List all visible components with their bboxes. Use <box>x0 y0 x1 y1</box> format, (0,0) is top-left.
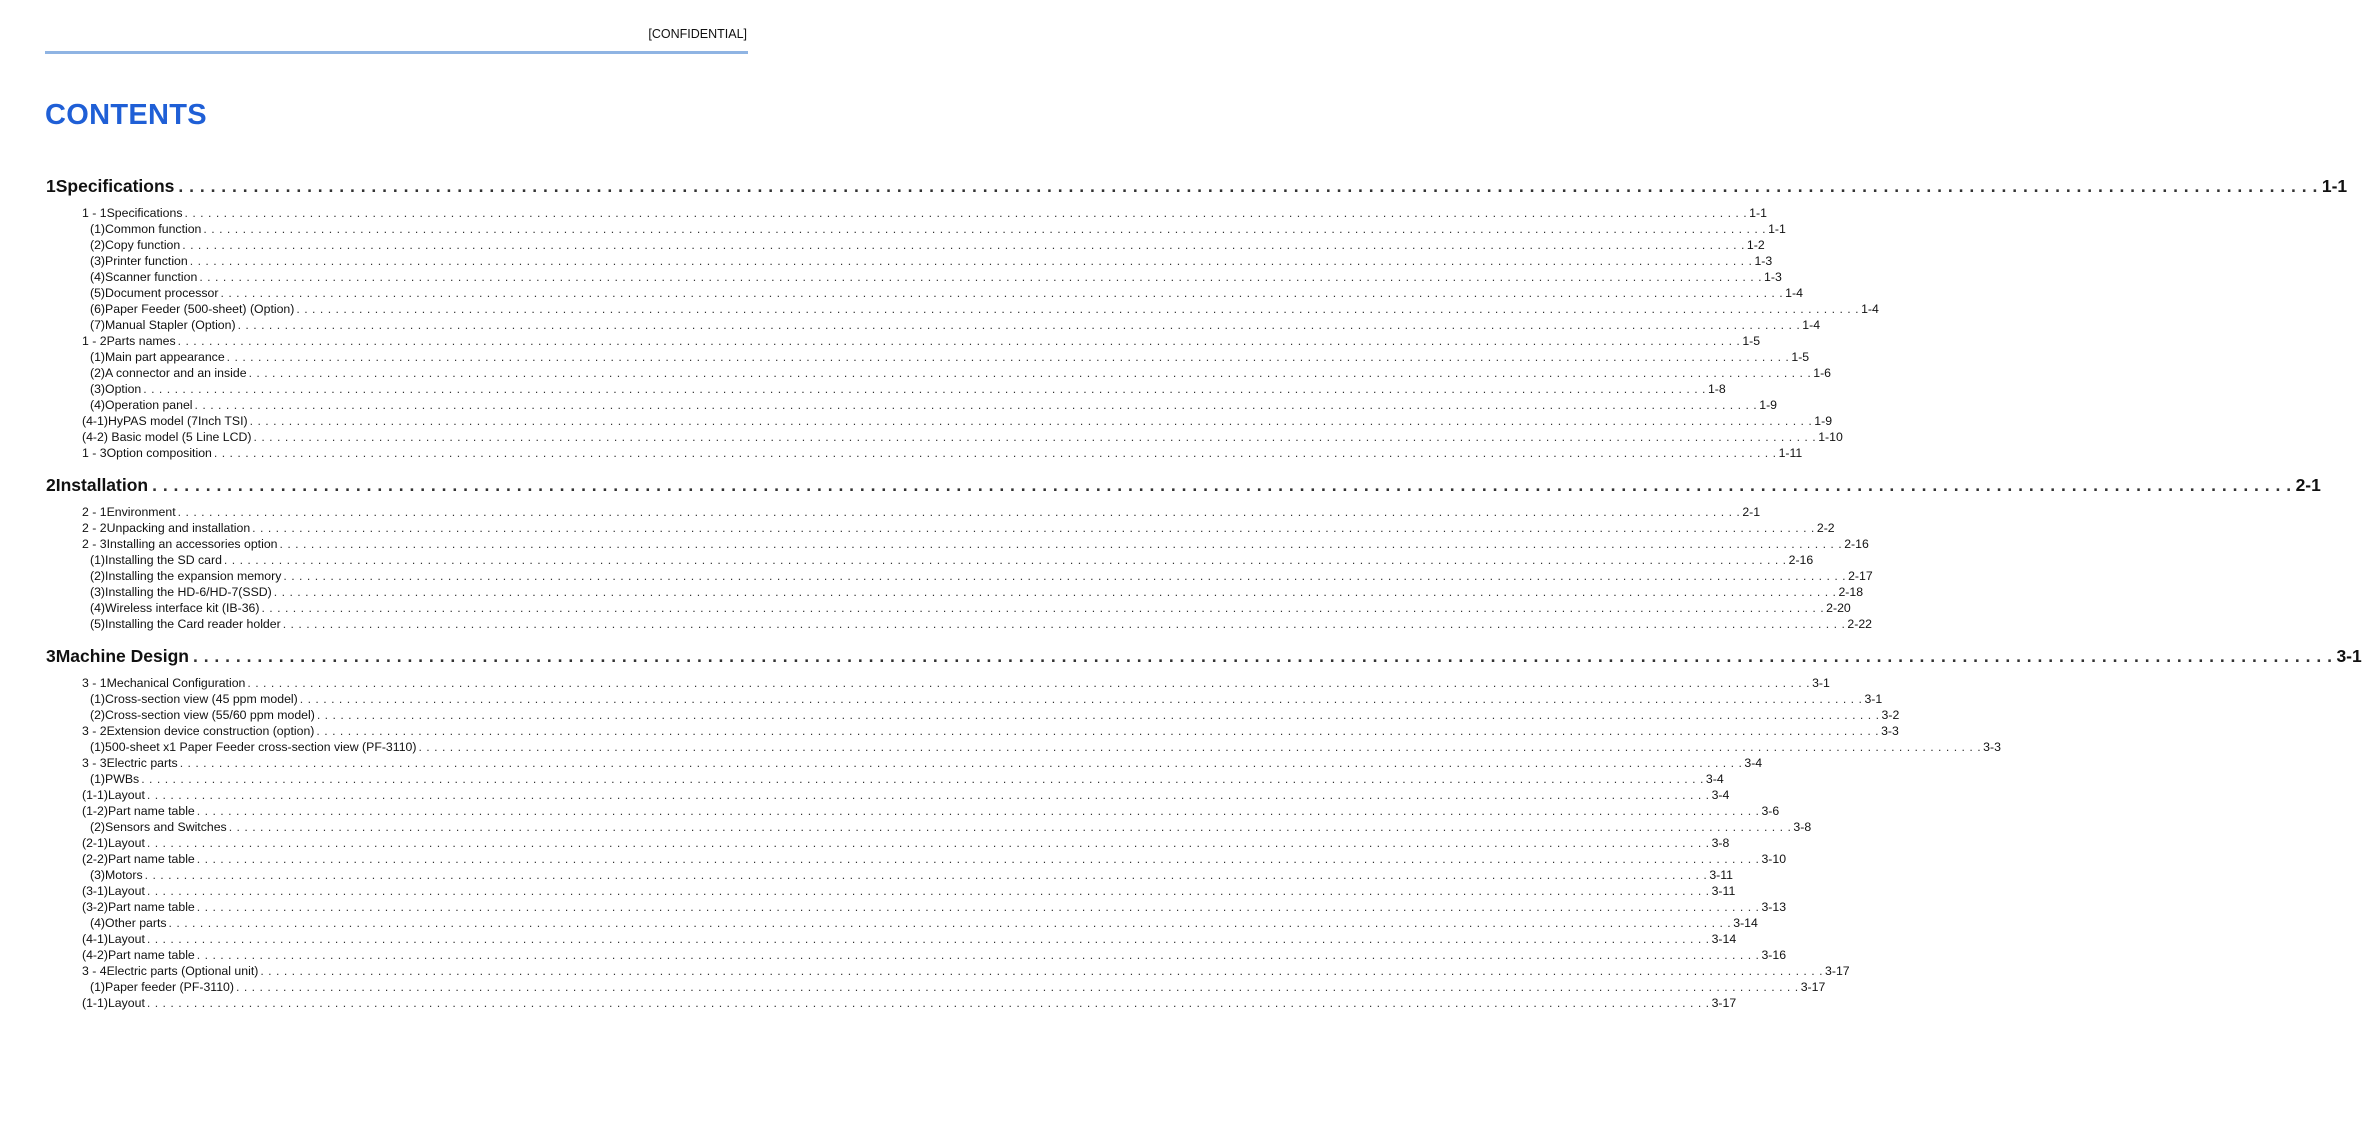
toc-entry[interactable] <box>45 932 1737 948</box>
chapter-title: Specifications <box>55 176 175 196</box>
entry-title: 500-sheet x1 Paper Feeder cross-section view (PF-3110) <box>105 740 417 754</box>
entry-page-number: 1-10 <box>1818 430 1843 444</box>
entry-title: (3-1)Layout <box>82 884 145 898</box>
dot-leader: . . . . . . . . . . . . . . . . . . . . . . . . . . . . . . . . . . . . . . . . . . . . . . . . . . . . . . . . . . . . . . . . . . . . . . . . . . . . . . . . . . . . . . . . . . . . . . . . . . . . . . . . . . . . . . . . . . . . . . . . . . . . . . . . . . . . . . . . . . . . . . . . . . . . . . . . . . . . . . . . . . . . . . . . . . . . . . . . . . . . . . . . . . . . . . . . . . . . . . . . <box>228 820 1792 834</box>
dot-leader: . . . . . . . . . . . . . . . . . . . . . . . . . . . . . . . . . . . . . . . . . . . . . . . . . . . . . . . . . . . . . . . . . . . . . . . . . . . . . . . . . . . . . . . . . . . . . . . . . . . . . . . . . . . . . . . . . . . . . . . . . . . . . . . . . . . . . . . . . . . . . . . . . . . . . . . . . . . . . . . . . . . . . . . . . . . . . . . . . . . . . . . . . . . . . . . . . . . . . . . . <box>177 334 1741 348</box>
entry-page-number: 3-1 <box>1864 692 1883 706</box>
entry-number: (1) <box>90 222 106 236</box>
entry-page-number: 2-2 <box>1816 521 1835 535</box>
entry-number: (6) <box>90 302 106 316</box>
dot-leader: . . . . . . . . . . . . . . . . . . . . . . . . . . . . . . . . . . . . . . . . . . . . . . . . . . . . . . . . . . . . . . . . . . . . . . . . . . . . . . . . . . . . . . . . . . . . . . . . . . . . . . . . . . . . . . . . . . . . . . . . . . . . . . . . . . . . . . . . . . . . . . . . . . . . . . . . . . . . . . . . . . . . . . . . . . . . . . . . . . . . . . . . . . . . . . . . . . . . . . . . <box>226 350 1790 364</box>
entry-title: (1-1)Layout <box>82 996 145 1010</box>
entry-title: (4-2)Part name table <box>82 948 195 962</box>
entry-number: (4) <box>90 398 106 412</box>
toc-entry[interactable] <box>45 334 1761 350</box>
entry-page-number: 3-11 <box>1711 884 1736 898</box>
toc-entry[interactable] <box>45 724 1899 740</box>
dot-leader: . . . . . . . . . . . . . . . . . . . . . . . . . . . . . . . . . . . . . . . . . . . . . . . . . . . . . . . . . . . . . . . . . . . . . . . . . . . . . . . . . . . . . . . . . . . . . . . . . . . . . . . . . . . . . . . . . . . . . . . . . . . . . . . . . . . . . . . . . . . . . . . . . . . . . . . . . . . . . . . . . . . . . . . . . . . . . . . . . . . . . . . . . . . . . . . . . . . . . . . . <box>249 414 1813 428</box>
entry-number: (2) <box>90 366 106 380</box>
toc-entry[interactable] <box>45 884 1736 900</box>
dot-leader: . . . . . . . . . . . . . . . . . . . . . . . . . . . . . . . . . . . . . . . . . . . . . . . . . . . . . . . . . . . . . . . . . . . . . . . . . . . . . . . . . . . . . . . . . . . . . . . . . . . . . . . . . . . . . . . . . . . . . . . . . . . . . . . . . . . . . . . . . . . . . . . . . . . . . . . . . . . . . . . . . . . . . . . . . . . . . . . . . . . . . . . . . . . . . . . . . . . . . . . . <box>316 708 1880 722</box>
entry-page-number: 1-1 <box>1768 222 1786 236</box>
entry-page-number: 1-5 <box>1791 350 1810 364</box>
dot-leader: . . . . . . . . . . . . . . . . . . . . . . . . . . . . . . . . . . . . . . . . . . . . . . . . . . . . . . . . . . . . . . . . . . . . . . . . . . . . . . . . . . . . . . . . . . . . . . . . . . . . . . . . . . . . . . . . . . . . . . . . . . . . . . . . . . . . . . . . . . . . . . . . . . . . . . . . . . . . . . . . . . . . . . . . . . . . . . . . . . . . . . . . . . . . . . . . . . . . . . . . <box>296 302 1860 316</box>
entry-title: Installing the expansion memory <box>105 569 282 583</box>
toc-entry[interactable] <box>45 537 1869 553</box>
dot-leader: . . . . . . . . . . . . . . . . . . . . . . . . . . . . . . . . . . . . . . . . . . . . . . . . . . . . . . . . . . . . . . . . . . . . . . . . . . . . . . . . . . . . . . . . . . . . . . . . . . . . . . . . . . . . . . . . . . . . . . . . . . . . . . . . . . . . . . . . . . . . . . . . . . . . . . . . . . . . . . . . . . . . . . . . . . . . . . . . . . . . . . . . . . . . . . . . . . . . . . . . <box>143 382 1706 396</box>
toc-entry[interactable] <box>45 585 1864 601</box>
dot-leader: . . . . . . . . . . . . . . . . . . . . . . . . . . . . . . . . . . . . . . . . . . . . . . . . . . . . . . . . . . . . . . . . . . . . . . . . . . . . . . . . . . . . . . . . . . . . . . . . . . . . . . . . . . . . . . . . . . . . . . . . . . . . . . . . . . . . . . . . . . . . . . . . . . . . . . . . . . . . . . . . . . . . . . . . . . . . . . . . . . . . . . . . . . . . . . . . . . . . . . . . <box>213 446 1777 460</box>
entry-page-number: 1-11 <box>1778 446 1803 460</box>
entry-number: 2 - 1 <box>82 505 107 519</box>
entry-title: Cross-section view (45 ppm model) <box>105 692 298 706</box>
dot-leader: . . . . . . . . . . . . . . . . . . . . . . . . . . . . . . . . . . . . . . . . . . . . . . . . . . . . . . . . . . . . . . . . . . . . . . . . . . . . . . . . . . . . . . . . . . . . . . . . . . . . . . . . . . . . . . . . . . . . . . . . . . . . . . . . . . . . . . . . . . . . . . . . . . . . . . . . . . . . . . . . . . . . . . . . . . . . . . . . . . . . . . . . . . . . . . . . . . . . . . . . <box>146 932 1710 946</box>
entry-page-number: 1-5 <box>1742 334 1761 348</box>
entry-page-number: 3-10 <box>1761 852 1787 866</box>
toc-entry[interactable] <box>45 398 1778 414</box>
dot-leader: . . . . . . . . . . . . . . . . . . . . . . . . . . . . . . . . . . . . . . . . . . . . . . . . . . . . . . . . . . . . . . . . . . . . . . . . . . . . . . . . . . . . . . . . . . . . . . . . . . . . . . . . . . . . . . . . . . . . . . . . . . . . . . . . . . . . . . . . . . . . . . . . . . . . . . . . . . . . . . . . . . . . . . . . . . . . . . . . . . . . . . . . . . . . . . . . . . . . . . . . <box>279 537 1843 551</box>
entry-number: 1 - 1 <box>82 206 107 220</box>
entry-page-number: 1-2 <box>1746 238 1765 252</box>
entry-title: Installing an accessories option <box>106 537 278 551</box>
dot-leader: . . . . . . . . . . . . . . . . . . . . . . . . . . . . . . . . . . . . . . . . . . . . . . . . . . . . . . . . . . . . . . . . . . . . . . . . . . . . . . . . . . . . . . . . . . . . . . . . . . . . . . . . . . . . . . . . . . . . . . . . . . . . . . . . . . . . . . . . . . . . . . . . . . . . . . . . . . . . . . . . . . . . . . . . . . . . . . . . . . . . . . . . . . . . . . . . . . . . . . . . <box>252 521 1815 535</box>
entry-title: Installing the SD card <box>105 553 222 567</box>
entry-page-number: 3-11 <box>1709 868 1734 882</box>
toc-entry[interactable] <box>45 617 1873 633</box>
toc-entry[interactable] <box>45 756 1763 772</box>
chapter-page-number: 3-1 <box>2336 646 2362 666</box>
toc-entry[interactable] <box>45 206 1767 222</box>
entry-number: (4) <box>90 270 106 284</box>
entry-page-number: 1-6 <box>1813 366 1832 380</box>
entry-number: (2) <box>90 569 106 583</box>
entry-title: Installing the Card reader holder <box>105 617 281 631</box>
entry-number: 3 - 3 <box>82 756 107 770</box>
entry-number: (5) <box>90 617 106 631</box>
entry-number: (2) <box>90 820 106 834</box>
toc-entry[interactable] <box>45 318 1821 334</box>
toc-entry[interactable] <box>45 302 1879 318</box>
toc-entry[interactable] <box>45 676 1830 692</box>
chapter-heading[interactable] <box>45 646 2362 676</box>
chapter-page-number: 1-1 <box>2321 176 2348 196</box>
entry-title: (3-2)Part name table <box>82 900 195 914</box>
dot-leader: . . . . . . . . . . . . . . . . . . . . . . . . . . . . . . . . . . . . . . . . . . . . . . . . . . . . . . . . . . . . . . . . . . . . . . . . . . . . . . . . . . . . . . . . . . . . . . . . . . . . . . . . . . . . . . . . . . . . . . . . . . . . . . . . . . . . . . . . . . . . . . . . . . . . . . . . . . . . . . . . . . . . . . . . . . . . . . . . . . . . . . . . . . . . . . . . . . . . . . . . <box>247 676 1811 690</box>
entry-title: (4-2) Basic model (5 Line LCD) <box>82 430 252 444</box>
toc-entry[interactable] <box>45 964 1850 980</box>
toc-entry[interactable] <box>45 692 1883 708</box>
toc-entry[interactable] <box>45 414 1833 430</box>
entry-title: Mechanical Configuration <box>106 676 246 690</box>
entry-title: Cross-section view (55/60 ppm model) <box>105 708 315 722</box>
entry-title: Paper feeder (PF-3110) <box>105 980 234 994</box>
dot-leader: . . . . . . . . . . . . . . . . . . . . . . . . . . . . . . . . . . . . . . . . . . . . . . . . . . . . . . . . . . . . . . . . . . . . . . . . . . . . . . . . . . . . . . . . . . . . . . . . . . . . . . . . . . . . . . . . . . . . . . . . . . . . . . . . . . . . . . . . . . . . . . . . . . . . . . . . . . . . . . . . . . . . . . . . . . . . . . . . . . . . . . . . . . . . . . . . . . . . . . . . <box>189 254 1753 268</box>
entry-page-number: 1-4 <box>1785 286 1803 300</box>
entry-page-number: 3-6 <box>1761 804 1780 818</box>
dot-leader: . . . . . . . . . . . . . . . . . . . . . . . . . . . . . . . . . . . . . . . . . . . . . . . . . . . . . . . . . . . . . . . . . . . . . . . . . . . . . . . . . . . . . . . . . . . . . . . . . . . . . . . . . . . . . . . . . . . . . . . . . . . . . . . . . . . . . . . . . . . . . . . . . . . . . . . . . . . . . . . . . . . . . . . . . . . . . . . . . . . . . . . . . . . . . . . . . . . . . . . . <box>141 772 1704 786</box>
toc-entry[interactable] <box>45 996 1737 1012</box>
dot-leader: . . . . . . . . . . . . . . . . . . . . . . . . . . . . . . . . . . . . . . . . . . . . . . . . . . . . . . . . . . . . . . . . . . . . . . . . . . . . . . . . . . . . . . . . . . . . . . . . . . . . . . . . . . . . . . . . . . . . . . . . . . . . . . . . . . . . . . . . . . . . . . . . . . . . . . . . . . . . . . . . . . . . . . . . . . . . . . . . . . . . . . . . . . . . . . . . . . . . . . . . <box>196 852 1760 866</box>
entry-page-number: 3-14 <box>1733 916 1758 930</box>
entry-title: Printer function <box>105 254 188 268</box>
entry-page-number: 2-17 <box>1848 569 1873 583</box>
entry-title: Environment <box>106 505 176 519</box>
toc-entry[interactable] <box>45 601 1851 617</box>
entry-page-number: 1-3 <box>1764 270 1782 284</box>
entry-page-number: 3-17 <box>1825 964 1850 978</box>
dot-leader: . . . . . . . . . . . . . . . . . . . . . . . . . . . . . . . . . . . . . . . . . . . . . . . . . . . . . . . . . . . . . . . . . . . . . . . . . . . . . . . . . . . . . . . . . . . . . . . . . . . . . . . . . . . . . . . . . . . . . . . . . . . . . . . . . . . . . . . . . . . . . . . . . . . . . . . . . . . . . . . . . . . . . . . . . . . . . . . . . . . . . . . . . . . . . . . . . . . . . . . . <box>146 788 1710 802</box>
dot-leader: . . . . . . . . . . . . . . . . . . . . . . . . . . . . . . . . . . . . . . . . . . . . . . . . . . . . . . . . . . . . . . . . . . . . . . . . . . . . . . . . . . . . . . . . . . . . . . . . . . . . . . . . . . . . . . . . . . . . . . . . . . . . . . . . . . . . . . . . . . . . . . . . . . . . . . . . . . . . . . . . . . . . . . . . . . . . . . . . . . . . . . . . . . . . . . . . . . . . . . . . <box>299 692 1863 706</box>
dot-leader: . . . . . . . . . . . . . . . . . . . . . . . . . . . . . . . . . . . . . . . . . . . . . . . . . . . . . . . . . . . . . . . . . . . . . . . . . . . . . . . . . . . . . . . . . . . . . . . . . . . . . . . . . . . . . . . . . . . . . . . . . . . . . . . . . . . . . . . . . . . . . . . . . . . . . . . . . . . . . . . . . . . . . . . . . . . . . . . . . . . . . . . . . . . . . . . . . . . . . . . . <box>236 980 1799 994</box>
dot-leader: . . . . . . . . . . . . . . . . . . . . . . . . . . . . . . . . . . . . . . . . . . . . . . . . . . . . . . . . . . . . . . . . . . . . . . . . . . . . . . . . . . . . . . . . . . . . . . . . . . . . . . . . . . . . . . . . . . . . . . . . . . . . . . . . . . . . . . . . . . . . . . . . . . . . . . . . . . . . . . . . . . . . . . . . . . . . . . . . . . . . . . . . . . . . . . . . . . . . . . . . <box>168 916 1732 930</box>
entry-number: 3 - 1 <box>82 676 107 690</box>
toc-entry[interactable] <box>45 446 1803 462</box>
dot-leader: . . . . . . . . . . . . . . . . . . . . . . . . . . . . . . . . . . . . . . . . . . . . . . . . . . . . . . . . . . . . . . . . . . . . . . . . . . . . . . . . . . . . . . . . . . . . . . . . . . . . . . . . . . . . . . . . . . . . . . . . . . . . . . . . . . . . . . . . . . . . . . . . . . . . . . . . . . . . . . . . . . . . . . . . . . . . . . . . . . . . . . . . . . . . . . . . . . . . . . . . <box>178 176 2318 196</box>
dot-leader: . . . . . . . . . . . . . . . . . . . . . . . . . . . . . . . . . . . . . . . . . . . . . . . . . . . . . . . . . . . . . . . . . . . . . . . . . . . . . . . . . . . . . . . . . . . . . . . . . . . . . . . . . . . . . . . . . . . . . . . . . . . . . . . . . . . . . . . . . . . . . . . . . . . . . . . . . . . . . . . . . . . . . . . . . . . . . . . . . . . . . . . . . . . . . . . . . . . . . . . . <box>146 836 1710 850</box>
toc-entry[interactable] <box>45 350 1810 366</box>
entry-title: Specifications <box>106 206 183 220</box>
entry-page-number: 2-18 <box>1838 585 1864 599</box>
entry-page-number: 3-4 <box>1744 756 1763 770</box>
toc-entry[interactable] <box>45 270 1782 286</box>
entry-title: (2-1)Layout <box>82 836 145 850</box>
entry-title: Electric parts (Optional unit) <box>106 964 259 978</box>
entry-number: 3 - 2 <box>82 724 107 738</box>
chapter-section <box>45 475 2321 633</box>
dot-leader: . . . . . . . . . . . . . . . . . . . . . . . . . . . . . . . . . . . . . . . . . . . . . . . . . . . . . . . . . . . . . . . . . . . . . . . . . . . . . . . . . . . . . . . . . . . . . . . . . . . . . . . . . . . . . . . . . . . . . . . . . . . . . . . . . . . . . . . . . . . . . . . . . . . . . . . . . . . . . . . . . . . . . . . . . . . . . . . . . . . . . . . . . . . . . . . . . . . . . . . . <box>283 569 1847 583</box>
entry-number: 1 - 3 <box>82 446 107 460</box>
page-title: CONTENTS <box>45 99 207 131</box>
entry-page-number: 1-9 <box>1814 414 1833 428</box>
dot-leader: . . . . . . . . . . . . . . . . . . . . . . . . . . . . . . . . . . . . . . . . . . . . . . . . . . . . . . . . . . . . . . . . . . . . . . . . . . . . . . . . . . . . . . . . . . . . . . . . . . . . . . . . . . . . . . . . . . . . . . . . . . . . . . . . . . . . . . . . . . . . . . . . . . . . . . . . . . . . . . . . . . . . . . . . . . . . . . . . . . . . . . . . . . . . . . . . . . . . . . . . <box>177 505 1741 519</box>
dot-leader: . . . . . . . . . . . . . . . . . . . . . . . . . . . . . . . . . . . . . . . . . . . . . . . . . . . . . . . . . . . . . . . . . . . . . . . . . . . . . . . . . . . . . . . . . . . . . . . . . . . . . . . . . . . . . . . . . . . . . . . . . . . . . . . . . . . . . . . . . . . . . . . . . . . . . . . . . . . . . . . . . . . . . . . . . . . . . . . . . . . . . . . . . . . . . . . . . . . . . . . . <box>282 617 1846 631</box>
entry-title: Option <box>105 382 142 396</box>
entry-page-number: 2-22 <box>1847 617 1873 631</box>
entry-title: Main part appearance <box>105 350 225 364</box>
entry-number: (1) <box>90 980 106 994</box>
dot-leader: . . . . . . . . . . . . . . . . . . . . . . . . . . . . . . . . . . . . . . . . . . . . . . . . . . . . . . . . . . . . . . . . . . . . . . . . . . . . . . . . . . . . . . . . . . . . . . . . . . . . . . . . . . . . . . . . . . . . . . . . . . . . . . . . . . . . . . . . . . . . . . . . . . . . . . . . . . . . . . . . . . . . . . . . . . . . . . . . . . . . . . . . . . . . . . . . . . . . . . . . <box>199 270 1763 284</box>
entry-page-number: 3-17 <box>1800 980 1826 994</box>
entry-number: (5) <box>90 286 106 300</box>
entry-page-number: 3-8 <box>1711 836 1730 850</box>
toc-entry[interactable] <box>45 553 1814 569</box>
dot-leader: . . . . . . . . . . . . . . . . . . . . . . . . . . . . . . . . . . . . . . . . . . . . . . . . . . . . . . . . . . . . . . . . . . . . . . . . . . . . . . . . . . . . . . . . . . . . . . . . . . . . . . . . . . . . . . . . . . . . . . . . . . . . . . . . . . . . . . . . . . . . . . . . . . . . . . . . . . . . . . . . . . . . . . . . . . . . . . . . . . . . . . . . . . . . . . . . . . . . . . . . <box>196 948 1760 962</box>
entry-title: Sensors and Switches <box>105 820 227 834</box>
toc-entry[interactable] <box>45 222 1786 238</box>
dot-leader: . . . . . . . . . . . . . . . . . . . . . . . . . . . . . . . . . . . . . . . . . . . . . . . . . . . . . . . . . . . . . . . . . . . . . . . . . . . . . . . . . . . . . . . . . . . . . . . . . . . . . . . . . . . . . . . . . . . . . . . . . . . . . . . . . . . . . . . . . . . . . . . . . . . . . . . . . . . . . . . . . . . . . . . . . . . . . . . . . . . . . . . . . . . . . . . . . . . . . . . . <box>418 740 1982 754</box>
dot-leader: . . . . . . . . . . . . . . . . . . . . . . . . . . . . . . . . . . . . . . . . . . . . . . . . . . . . . . . . . . . . . . . . . . . . . . . . . . . . . . . . . . . . . . . . . . . . . . . . . . . . . . . . . . . . . . . . . . . . . . . . . . . . . . . . . . . . . . . . . . . . . . . . . . . . . . . . . . . . . . . . . . . . . . . . . . . . . . . . . . . . . . . . . . . . . . . . . . . . . . . . <box>253 430 1817 444</box>
chapter-page-number: 2-1 <box>2295 475 2321 495</box>
entry-page-number: 3-4 <box>1711 788 1730 802</box>
dot-leader: . . . . . . . . . . . . . . . . . . . . . . . . . . . . . . . . . . . . . . . . . . . . . . . . . . . . . . . . . . . . . . . . . . . . . . . . . . . . . . . . . . . . . . . . . . . . . . . . . . . . . . . . . . . . . . . . . . . . . . . . . . . . . . . . . . . . . . . . . . . . . . . . . . . . . . . . . . . . . . . . . . . . . . . . . . . . . . . . . . . . . . . . . . . . . . . . . . . . . . . . <box>223 553 1787 567</box>
dot-leader: . . . . . . . . . . . . . . . . . . . . . . . . . . . . . . . . . . . . . . . . . . . . . . . . . . . . . . . . . . . . . . . . . . . . . . . . . . . . . . . . . . . . . . . . . . . . . . . . . . . . . . . . . . . . . . . . . . . . . . . . . . . . . . . . . . . . . . . . . . . . . . . . . . . . . . . . . . . . . . . . . . . . . . . . . . . . . . . . . . . . . . . . . . . . . . . . . . . . . . . . <box>220 286 1784 300</box>
entry-page-number: 1-1 <box>1749 206 1767 220</box>
entry-title: Parts names <box>106 334 176 348</box>
entry-title: Option composition <box>106 446 212 460</box>
entry-number: (1) <box>90 350 106 364</box>
entry-page-number: 3-13 <box>1761 900 1787 914</box>
dot-leader: . . . . . . . . . . . . . . . . . . . . . . . . . . . . . . . . . . . . . . . . . . . . . . . . . . . . . . . . . . . . . . . . . . . . . . . . . . . . . . . . . . . . . . . . . . . . . . . . . . . . . . . . . . . . . . . . . . . . . . . . . . . . . . . . . . . . . . . . . . . . . . . . . . . . . . . . . . . . . . . . . . . . . . . . . . . . . . . . . . . . . . . . . . . . . . . . . . . . . . . . <box>182 238 1745 252</box>
toc-entry[interactable] <box>45 286 1803 302</box>
dot-leader: . . . . . . . . . . . . . . . . . . . . . . . . . . . . . . . . . . . . . . . . . . . . . . . . . . . . . . . . . . . . . . . . . . . . . . . . . . . . . . . . . . . . . . . . . . . . . . . . . . . . . . . . . . . . . . . . . . . . . . . . . . . . . . . . . . . . . . . . . . . . . . . . . . . . . . . . . . . . . . . . . . . . . . . . . . . . . . . . . . . . . . . . . . . . . . . . . . . . . . . . <box>152 475 2292 495</box>
dot-leader: . . . . . . . . . . . . . . . . . . . . . . . . . . . . . . . . . . . . . . . . . . . . . . . . . . . . . . . . . . . . . . . . . . . . . . . . . . . . . . . . . . . . . . . . . . . . . . . . . . . . . . . . . . . . . . . . . . . . . . . . . . . . . . . . . . . . . . . . . . . . . . . . . . . . . . . . . . . . . . . . . . . . . . . . . . . . . . . . . . . . . . . . . . . . . . . . . . . . . . . . <box>146 884 1710 898</box>
dot-leader: . . . . . . . . . . . . . . . . . . . . . . . . . . . . . . . . . . . . . . . . . . . . . . . . . . . . . . . . . . . . . . . . . . . . . . . . . . . . . . . . . . . . . . . . . . . . . . . . . . . . . . . . . . . . . . . . . . . . . . . . . . . . . . . . . . . . . . . . . . . . . . . . . . . . . . . . . . . . . . . . . . . . . . . . . . . . . . . . . . . . . . . . . . . . . . . . . . . . . . . . <box>146 996 1710 1010</box>
toc-entry[interactable] <box>45 772 1724 788</box>
entry-title: (1-1)Layout <box>82 788 145 802</box>
toc-entry[interactable] <box>45 740 2001 756</box>
entry-number: (3) <box>90 868 106 882</box>
entry-title: Unpacking and installation <box>106 521 251 535</box>
entry-number: (2) <box>90 708 106 722</box>
entry-page-number: 1-4 <box>1861 302 1879 316</box>
dot-leader: . . . . . . . . . . . . . . . . . . . . . . . . . . . . . . . . . . . . . . . . . . . . . . . . . . . . . . . . . . . . . . . . . . . . . . . . . . . . . . . . . . . . . . . . . . . . . . . . . . . . . . . . . . . . . . . . . . . . . . . . . . . . . . . . . . . . . . . . . . . . . . . . . . . . . . . . . . . . . . . . . . . . . . . . . . . . . . . . . . . . . . . . . . . . . . . . . . . . . . . . <box>248 366 1812 380</box>
entry-title: Copy function <box>105 238 181 252</box>
entry-title: Operation panel <box>105 398 193 412</box>
toc-entry[interactable] <box>45 366 1832 382</box>
entry-title: Common function <box>105 222 202 236</box>
toc-entry[interactable] <box>45 788 1730 804</box>
dot-leader: . . . . . . . . . . . . . . . . . . . . . . . . . . . . . . . . . . . . . . . . . . . . . . . . . . . . . . . . . . . . . . . . . . . . . . . . . . . . . . . . . . . . . . . . . . . . . . . . . . . . . . . . . . . . . . . . . . . . . . . . . . . . . . . . . . . . . . . . . . . . . . . . . . . . . . . . . . . . . . . . . . . . . . . . . . . . . . . . . . . . . . . . . . . . . . . . . . . . . . . . <box>192 646 2333 666</box>
entry-number: 1 - 2 <box>82 334 107 348</box>
entry-title: Scanner function <box>105 270 198 284</box>
entry-title: Paper Feeder (500-sheet) (Option) <box>105 302 295 316</box>
entry-number: (2) <box>90 238 106 252</box>
chapter-title: Installation <box>55 475 149 495</box>
entry-number: 2 - 3 <box>82 537 107 551</box>
entry-page-number: 3-17 <box>1711 996 1737 1010</box>
toc-entry[interactable] <box>45 868 1734 884</box>
chapter-heading[interactable] <box>45 176 2348 206</box>
entry-number: (7) <box>90 318 106 332</box>
entry-page-number: 2-16 <box>1844 537 1869 551</box>
entry-title: Manual Stapler (Option) <box>105 318 236 332</box>
entry-page-number: 2-16 <box>1788 553 1814 567</box>
toc-entry[interactable] <box>45 382 1726 398</box>
entry-number: 2 - 2 <box>82 521 107 535</box>
entry-title: PWBs <box>105 772 140 786</box>
toc-entry[interactable] <box>45 820 1812 836</box>
header-rule <box>45 51 748 54</box>
entry-title: (2-2)Part name table <box>82 852 195 866</box>
entry-page-number: 3-16 <box>1761 948 1787 962</box>
entry-number: (1) <box>90 692 106 706</box>
entry-number: (1) <box>90 772 106 786</box>
dot-leader: . . . . . . . . . . . . . . . . . . . . . . . . . . . . . . . . . . . . . . . . . . . . . . . . . . . . . . . . . . . . . . . . . . . . . . . . . . . . . . . . . . . . . . . . . . . . . . . . . . . . . . . . . . . . . . . . . . . . . . . . . . . . . . . . . . . . . . . . . . . . . . . . . . . . . . . . . . . . . . . . . . . . . . . . . . . . . . . . . . . . . . . . . . . . . . . . . . . . . . . . <box>237 318 1801 332</box>
dot-leader: . . . . . . . . . . . . . . . . . . . . . . . . . . . . . . . . . . . . . . . . . . . . . . . . . . . . . . . . . . . . . . . . . . . . . . . . . . . . . . . . . . . . . . . . . . . . . . . . . . . . . . . . . . . . . . . . . . . . . . . . . . . . . . . . . . . . . . . . . . . . . . . . . . . . . . . . . . . . . . . . . . . . . . . . . . . . . . . . . . . . . . . . . . . . . . . . . . . . . . . . <box>316 724 1880 738</box>
entry-page-number: 2-1 <box>1742 505 1761 519</box>
entry-page-number: 3-14 <box>1711 932 1737 946</box>
toc-entry[interactable] <box>45 569 1873 585</box>
chapter-title: Machine Design <box>55 646 189 666</box>
entry-title: Extension device construction (option) <box>106 724 315 738</box>
toc-entry[interactable] <box>45 900 1787 916</box>
entry-page-number: 3-4 <box>1705 772 1724 786</box>
entry-page-number: 1-9 <box>1759 398 1778 412</box>
toc-entry[interactable] <box>45 916 1758 932</box>
entry-number: (3) <box>90 382 106 396</box>
entry-page-number: 3-3 <box>1881 724 1899 738</box>
toc-entry[interactable] <box>45 708 1900 724</box>
dot-leader: . . . . . . . . . . . . . . . . . . . . . . . . . . . . . . . . . . . . . . . . . . . . . . . . . . . . . . . . . . . . . . . . . . . . . . . . . . . . . . . . . . . . . . . . . . . . . . . . . . . . . . . . . . . . . . . . . . . . . . . . . . . . . . . . . . . . . . . . . . . . . . . . . . . . . . . . . . . . . . . . . . . . . . . . . . . . . . . . . . . . . . . . . . . . . . . . . . . . . . . . <box>196 804 1760 818</box>
toc-entry[interactable] <box>45 804 1780 820</box>
chapter-number: 1 <box>46 176 56 196</box>
dot-leader: . . . . . . . . . . . . . . . . . . . . . . . . . . . . . . . . . . . . . . . . . . . . . . . . . . . . . . . . . . . . . . . . . . . . . . . . . . . . . . . . . . . . . . . . . . . . . . . . . . . . . . . . . . . . . . . . . . . . . . . . . . . . . . . . . . . . . . . . . . . . . . . . . . . . . . . . . . . . . . . . . . . . . . . . . . . . . . . . . . . . . . . . . . . . . . . . . . . . . . . . <box>260 964 1824 978</box>
entry-title: Wireless interface kit (IB-36) <box>105 601 260 615</box>
chapter-section <box>45 176 2348 462</box>
entry-page-number: 1-3 <box>1754 254 1773 268</box>
entry-number: (1) <box>90 740 106 754</box>
entry-title: Installing the HD-6/HD-7(SSD) <box>105 585 272 599</box>
dot-leader: . . . . . . . . . . . . . . . . . . . . . . . . . . . . . . . . . . . . . . . . . . . . . . . . . . . . . . . . . . . . . . . . . . . . . . . . . . . . . . . . . . . . . . . . . . . . . . . . . . . . . . . . . . . . . . . . . . . . . . . . . . . . . . . . . . . . . . . . . . . . . . . . . . . . . . . . . . . . . . . . . . . . . . . . . . . . . . . . . . . . . . . . . . . . . . . . . . . . . . . . <box>184 206 1748 220</box>
dot-leader: . . . . . . . . . . . . . . . . . . . . . . . . . . . . . . . . . . . . . . . . . . . . . . . . . . . . . . . . . . . . . . . . . . . . . . . . . . . . . . . . . . . . . . . . . . . . . . . . . . . . . . . . . . . . . . . . . . . . . . . . . . . . . . . . . . . . . . . . . . . . . . . . . . . . . . . . . . . . . . . . . . . . . . . . . . . . . . . . . . . . . . . . . . . . . . . . . . . . . . . . <box>203 222 1767 236</box>
toc-entry[interactable] <box>45 521 1835 537</box>
dot-leader: . . . . . . . . . . . . . . . . . . . . . . . . . . . . . . . . . . . . . . . . . . . . . . . . . . . . . . . . . . . . . . . . . . . . . . . . . . . . . . . . . . . . . . . . . . . . . . . . . . . . . . . . . . . . . . . . . . . . . . . . . . . . . . . . . . . . . . . . . . . . . . . . . . . . . . . . . . . . . . . . . . . . . . . . . . . . . . . . . . . . . . . . . . . . . . . . . . . . . . . . <box>273 585 1837 599</box>
chapter-number: 3 <box>46 646 56 666</box>
toc-entry[interactable] <box>45 505 1761 521</box>
entry-number: (4) <box>90 916 106 930</box>
dot-leader: . . . . . . . . . . . . . . . . . . . . . . . . . . . . . . . . . . . . . . . . . . . . . . . . . . . . . . . . . . . . . . . . . . . . . . . . . . . . . . . . . . . . . . . . . . . . . . . . . . . . . . . . . . . . . . . . . . . . . . . . . . . . . . . . . . . . . . . . . . . . . . . . . . . . . . . . . . . . . . . . . . . . . . . . . . . . . . . . . . . . . . . . . . . . . . . . . . . . . . . . <box>144 868 1708 882</box>
entry-page-number: 2-20 <box>1826 601 1851 615</box>
entry-number: 3 - 4 <box>82 964 107 978</box>
dot-leader: . . . . . . . . . . . . . . . . . . . . . . . . . . . . . . . . . . . . . . . . . . . . . . . . . . . . . . . . . . . . . . . . . . . . . . . . . . . . . . . . . . . . . . . . . . . . . . . . . . . . . . . . . . . . . . . . . . . . . . . . . . . . . . . . . . . . . . . . . . . . . . . . . . . . . . . . . . . . . . . . . . . . . . . . . . . . . . . . . . . . . . . . . . . . . . . . . . . . . . . . <box>261 601 1825 615</box>
dot-leader: . . . . . . . . . . . . . . . . . . . . . . . . . . . . . . . . . . . . . . . . . . . . . . . . . . . . . . . . . . . . . . . . . . . . . . . . . . . . . . . . . . . . . . . . . . . . . . . . . . . . . . . . . . . . . . . . . . . . . . . . . . . . . . . . . . . . . . . . . . . . . . . . . . . . . . . . . . . . . . . . . . . . . . . . . . . . . . . . . . . . . . . . . . . . . . . . . . . . . . . . <box>179 756 1743 770</box>
entry-title: Document processor <box>105 286 219 300</box>
confidential-label: [CONFIDENTIAL] <box>648 27 747 41</box>
entry-title: (4-1)Layout <box>82 932 145 946</box>
entry-title: Electric parts <box>106 756 178 770</box>
entry-title: (1-2)Part name table <box>82 804 195 818</box>
entry-page-number: 3-1 <box>1812 676 1830 690</box>
dot-leader: . . . . . . . . . . . . . . . . . . . . . . . . . . . . . . . . . . . . . . . . . . . . . . . . . . . . . . . . . . . . . . . . . . . . . . . . . . . . . . . . . . . . . . . . . . . . . . . . . . . . . . . . . . . . . . . . . . . . . . . . . . . . . . . . . . . . . . . . . . . . . . . . . . . . . . . . . . . . . . . . . . . . . . . . . . . . . . . . . . . . . . . . . . . . . . . . . . . . . . . . <box>194 398 1758 412</box>
toc-entry[interactable] <box>45 980 1826 996</box>
table-of-contents <box>45 176 2362 1025</box>
entry-title: Motors <box>105 868 143 882</box>
entry-number: (3) <box>90 254 106 268</box>
chapter-section <box>45 646 2362 1012</box>
entry-number: (1) <box>90 553 106 567</box>
entry-page-number: 3-8 <box>1793 820 1812 834</box>
chapter-number: 2 <box>46 475 56 495</box>
entry-page-number: 1-4 <box>1802 318 1821 332</box>
entry-page-number: 3-3 <box>1983 740 2001 754</box>
entry-title: A connector and an inside <box>105 366 247 380</box>
toc-entry[interactable] <box>45 238 1765 254</box>
chapter-heading[interactable] <box>45 475 2321 505</box>
entry-page-number: 3-2 <box>1881 708 1900 722</box>
toc-entry[interactable] <box>45 948 1787 964</box>
entry-title: Other parts <box>105 916 167 930</box>
toc-entry[interactable] <box>45 852 1787 868</box>
entry-title: (4-1)HyPAS model (7Inch TSI) <box>82 414 248 428</box>
toc-entry[interactable] <box>45 430 1843 446</box>
dot-leader: . . . . . . . . . . . . . . . . . . . . . . . . . . . . . . . . . . . . . . . . . . . . . . . . . . . . . . . . . . . . . . . . . . . . . . . . . . . . . . . . . . . . . . . . . . . . . . . . . . . . . . . . . . . . . . . . . . . . . . . . . . . . . . . . . . . . . . . . . . . . . . . . . . . . . . . . . . . . . . . . . . . . . . . . . . . . . . . . . . . . . . . . . . . . . . . . . . . . . . . . <box>196 900 1760 914</box>
entry-number: (3) <box>90 585 106 599</box>
toc-entry[interactable] <box>45 836 1730 852</box>
toc-entry[interactable] <box>45 254 1773 270</box>
entry-page-number: 1-8 <box>1707 382 1726 396</box>
entry-number: (4) <box>90 601 106 615</box>
